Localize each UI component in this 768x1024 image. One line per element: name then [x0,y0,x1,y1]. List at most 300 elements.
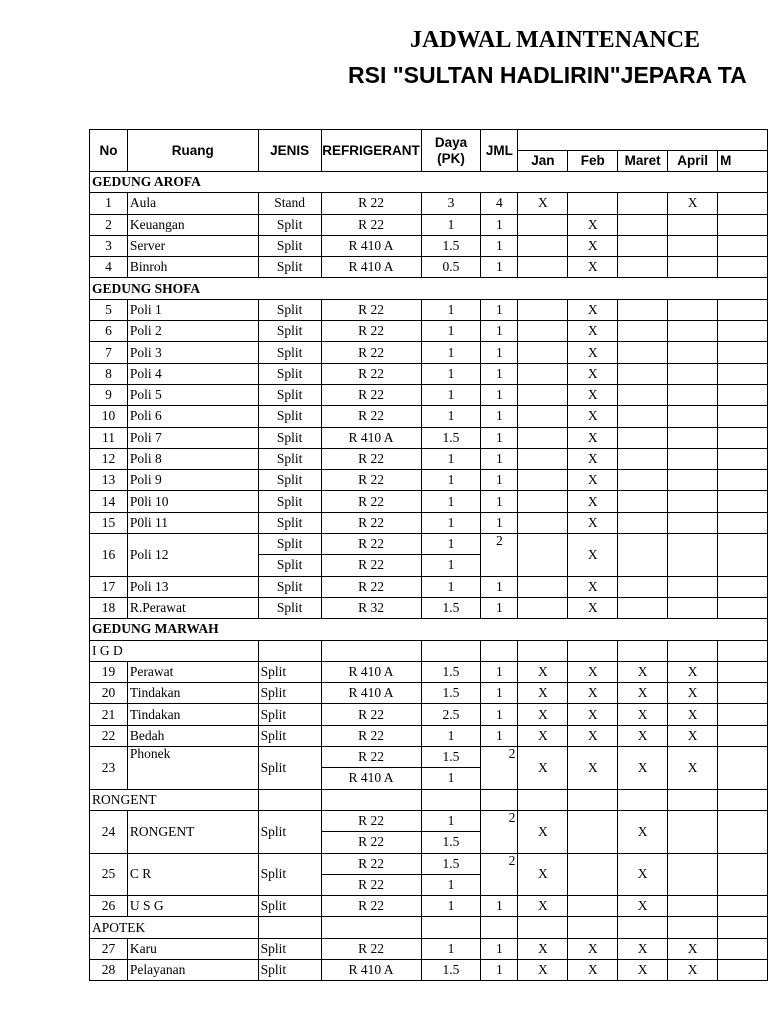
row-refrigerant-2: R 22 [321,832,421,853]
row-month-2 [618,235,668,256]
row-no: 10 [90,406,128,427]
row-month-4 [718,896,768,917]
row-jenis: Split [258,384,321,405]
row-no: 12 [90,448,128,469]
row-month-1: X [568,384,618,405]
row-month-3 [668,448,718,469]
row-month-2: X [618,853,668,896]
row-month-2 [618,534,668,577]
row-ruang: Phonek [127,747,258,790]
row-jenis: Split [258,661,321,682]
row-jml: 1 [481,959,518,980]
row-month-4 [718,384,768,405]
table-row [90,384,768,405]
row-month-3 [668,470,718,491]
empty-cell [321,789,421,810]
row-month-4 [718,321,768,342]
row-daya: 1.5 [421,959,481,980]
row-month-0 [518,257,568,278]
row-month-4 [718,214,768,235]
row-month-3: X [668,683,718,704]
row-month-2: X [618,938,668,959]
empty-cell [718,917,768,938]
section-label-marwah: GEDUNG MARWAH [90,619,768,640]
row-refrigerant: R 22 [321,193,421,214]
section-row-marwah [90,619,768,640]
table-row [90,661,768,682]
header-month-group [518,130,768,151]
row-jenis: Split [258,299,321,320]
row-month-3 [668,257,718,278]
row-jml: 4 [481,193,518,214]
row-month-2 [618,193,668,214]
row-jml: 1 [481,257,518,278]
row-jml: 1 [481,491,518,512]
page-subtitle: RSI "SULTAN HADLIRIN"JEPARA TA [348,62,747,88]
row-no: 18 [90,597,128,618]
maintenance-table [89,129,768,981]
row-month-4 [718,427,768,448]
row-jenis: Split [258,853,321,896]
section-row-arofa [90,172,768,193]
header-refrigerant: REFRIGERANT [321,130,421,172]
table-row [90,491,768,512]
row-refrigerant-2: R 22 [321,555,421,576]
row-daya: 1.5 [421,661,481,682]
row-refrigerant: R 22 [321,534,421,555]
row-month-4 [718,257,768,278]
row-jml: 1 [481,470,518,491]
row-jenis-2: Split [258,555,321,576]
empty-cell [258,917,321,938]
row-month-4 [718,470,768,491]
row-daya: 1 [421,214,481,235]
row-daya: 1.5 [421,597,481,618]
header-month-jan: Jan [518,151,568,172]
row-month-2 [618,597,668,618]
row-month-3: X [668,725,718,746]
row-daya: 1.5 [421,235,481,256]
row-month-0: X [518,747,568,790]
row-ruang: C R [127,853,258,896]
page-title: JADWAL MAINTENANCE [410,27,701,53]
row-jml: 1 [481,342,518,363]
row-month-4 [718,576,768,597]
row-no: 21 [90,704,128,725]
row-month-1 [568,896,618,917]
table-row [90,747,768,768]
row-ruang: Aula [127,193,258,214]
row-jenis: Split [258,512,321,533]
subsection-label-rongent: RONGENT [90,789,259,810]
row-month-1: X [568,321,618,342]
row-ruang: Tindakan [127,704,258,725]
row-ruang: Perawat [127,661,258,682]
row-month-2: X [618,704,668,725]
row-month-0 [518,363,568,384]
row-no: 27 [90,938,128,959]
empty-cell [718,789,768,810]
row-month-0 [518,534,568,577]
row-month-1: X [568,534,618,577]
table-row [90,534,768,555]
row-month-4 [718,704,768,725]
row-jml: 1 [481,704,518,725]
row-refrigerant: R 410 A [321,427,421,448]
row-month-1: X [568,959,618,980]
row-jml: 1 [481,896,518,917]
row-jenis: Split [258,470,321,491]
row-month-2 [618,342,668,363]
row-month-4 [718,363,768,384]
row-jml: 1 [481,235,518,256]
row-refrigerant-2: R 22 [321,874,421,895]
row-refrigerant: R 22 [321,406,421,427]
row-month-0: X [518,959,568,980]
row-no: 24 [90,810,128,853]
row-ruang: Poli 4 [127,363,258,384]
row-month-2: X [618,810,668,853]
row-no: 4 [90,257,128,278]
row-month-1 [568,810,618,853]
row-jenis: Split [258,342,321,363]
row-month-2 [618,363,668,384]
row-no: 19 [90,661,128,682]
row-month-1: X [568,448,618,469]
row-no: 2 [90,214,128,235]
row-month-0 [518,427,568,448]
row-month-1: X [568,725,618,746]
empty-cell [518,917,568,938]
row-month-1 [568,853,618,896]
empty-cell [421,917,481,938]
row-month-3 [668,363,718,384]
row-jenis: Split [258,427,321,448]
row-daya: 1 [421,576,481,597]
row-jml: 1 [481,448,518,469]
row-refrigerant: R 22 [321,747,421,768]
row-ruang: Poli 12 [127,534,258,577]
empty-cell [618,917,668,938]
row-month-1: X [568,299,618,320]
section-row-shofa [90,278,768,299]
row-month-3 [668,406,718,427]
table-row [90,214,768,235]
row-month-0 [518,342,568,363]
row-ruang: Tindakan [127,683,258,704]
row-month-1: X [568,747,618,790]
row-jml: 2 [481,810,518,853]
row-month-2 [618,257,668,278]
table-row [90,406,768,427]
row-month-1: X [568,342,618,363]
table-row [90,448,768,469]
row-month-4 [718,747,768,790]
row-month-1: X [568,491,618,512]
row-month-0: X [518,683,568,704]
row-month-1: X [568,235,618,256]
row-refrigerant: R 32 [321,597,421,618]
row-month-4 [718,448,768,469]
empty-cell [518,640,568,661]
row-ruang: Karu [127,938,258,959]
header-no: No [90,130,128,172]
row-month-3 [668,853,718,896]
row-jenis: Stand [258,193,321,214]
row-refrigerant: R 22 [321,470,421,491]
row-month-4 [718,406,768,427]
row-month-3 [668,491,718,512]
row-ruang: Poli 2 [127,321,258,342]
header-ruang: Ruang [127,130,258,172]
empty-cell [668,789,718,810]
row-no: 17 [90,576,128,597]
header-month-mei: M [718,151,768,172]
row-month-0 [518,384,568,405]
row-refrigerant: R 22 [321,363,421,384]
row-month-3: X [668,747,718,790]
subsection-row-rongent [90,789,768,810]
row-no: 28 [90,959,128,980]
header-jenis: JENIS [258,130,321,172]
row-daya: 1.5 [421,853,481,874]
row-month-2 [618,512,668,533]
table-row [90,853,768,874]
row-jml: 1 [481,576,518,597]
row-month-4 [718,853,768,896]
row-no: 14 [90,491,128,512]
row-month-3 [668,512,718,533]
row-month-4 [718,512,768,533]
row-jml: 1 [481,512,518,533]
row-refrigerant: R 22 [321,491,421,512]
row-month-0 [518,470,568,491]
row-month-0: X [518,896,568,917]
row-daya: 0.5 [421,257,481,278]
row-month-0 [518,299,568,320]
row-month-4 [718,597,768,618]
row-daya: 2.5 [421,704,481,725]
header-daya-unit: (PK) [437,150,465,166]
row-month-3: X [668,959,718,980]
row-month-3: X [668,704,718,725]
table-row [90,427,768,448]
row-jml: 1 [481,661,518,682]
empty-cell [668,917,718,938]
empty-cell [258,789,321,810]
row-month-3 [668,299,718,320]
row-month-2 [618,576,668,597]
section-label-shofa: GEDUNG SHOFA [90,278,768,299]
row-daya: 1 [421,321,481,342]
row-refrigerant: R 22 [321,853,421,874]
row-jenis: Split [258,597,321,618]
row-refrigerant: R 22 [321,896,421,917]
row-refrigerant: R 410 A [321,683,421,704]
empty-cell [568,640,618,661]
table-row [90,938,768,959]
row-month-4 [718,938,768,959]
row-month-3: X [668,661,718,682]
row-jenis: Split [258,747,321,790]
table-row [90,470,768,491]
empty-cell [568,789,618,810]
header-month-maret: Maret [618,151,668,172]
empty-cell [718,640,768,661]
row-daya: 1 [421,384,481,405]
row-month-0 [518,321,568,342]
row-month-0: X [518,725,568,746]
row-daya: 1.5 [421,427,481,448]
row-jml: 1 [481,597,518,618]
row-jenis: Split [258,683,321,704]
row-month-2 [618,299,668,320]
row-month-1: X [568,214,618,235]
row-daya: 1 [421,342,481,363]
row-month-3 [668,597,718,618]
row-month-0 [518,512,568,533]
empty-cell [481,917,518,938]
row-daya-2: 1 [421,555,481,576]
row-daya: 1 [421,491,481,512]
row-ruang: Poli 13 [127,576,258,597]
row-month-0 [518,214,568,235]
row-month-1: X [568,576,618,597]
row-month-2 [618,427,668,448]
row-month-4 [718,959,768,980]
table-row [90,896,768,917]
row-month-2: X [618,683,668,704]
row-daya: 1 [421,534,481,555]
row-ruang: P0li 10 [127,491,258,512]
row-month-1: X [568,470,618,491]
row-month-3 [668,235,718,256]
row-ruang: Poli 3 [127,342,258,363]
row-ruang: RONGENT [127,810,258,853]
row-jenis: Split [258,576,321,597]
row-month-2: X [618,725,668,746]
row-refrigerant: R 22 [321,299,421,320]
row-month-2 [618,321,668,342]
row-refrigerant: R 410 A [321,959,421,980]
row-ruang: Poli 8 [127,448,258,469]
row-month-1: X [568,257,618,278]
row-month-0: X [518,938,568,959]
empty-cell [618,789,668,810]
row-month-2 [618,406,668,427]
row-ruang: U S G [127,896,258,917]
row-jml: 2 [481,853,518,896]
empty-cell [618,640,668,661]
subsection-label-igd: I G D [90,640,259,661]
row-jenis: Split [258,491,321,512]
table-row [90,193,768,214]
row-month-3: X [668,938,718,959]
row-refrigerant: R 22 [321,321,421,342]
row-no: 26 [90,896,128,917]
row-month-0: X [518,661,568,682]
row-month-4 [718,661,768,682]
row-daya: 1.5 [421,747,481,768]
row-jenis: Split [258,959,321,980]
row-ruang: Poli 6 [127,406,258,427]
row-jenis: Split [258,406,321,427]
row-month-1: X [568,704,618,725]
row-no: 8 [90,363,128,384]
row-daya: 1 [421,938,481,959]
row-month-3 [668,810,718,853]
empty-cell [421,789,481,810]
subsection-label-apotek: APOTEK [90,917,259,938]
row-month-1: X [568,938,618,959]
row-month-3 [668,896,718,917]
empty-cell [568,917,618,938]
row-daya-2: 1.5 [421,832,481,853]
empty-cell [481,640,518,661]
table-row [90,299,768,320]
row-month-1: X [568,683,618,704]
row-ruang: Poli 5 [127,384,258,405]
row-month-2 [618,214,668,235]
row-month-3: X [668,193,718,214]
row-month-0: X [518,810,568,853]
table-row [90,810,768,831]
row-jml: 1 [481,214,518,235]
row-month-3 [668,384,718,405]
row-month-4 [718,534,768,577]
row-no: 20 [90,683,128,704]
row-ruang: Keuangan [127,214,258,235]
row-month-0 [518,235,568,256]
row-daya: 1 [421,896,481,917]
row-ruang: R.Perawat [127,597,258,618]
row-month-1: X [568,512,618,533]
row-jenis: Split [258,363,321,384]
row-jml: 1 [481,725,518,746]
row-ruang: Binroh [127,257,258,278]
row-no: 9 [90,384,128,405]
row-month-2 [618,491,668,512]
subsection-row-apotek [90,917,768,938]
empty-cell [321,917,421,938]
row-month-4 [718,491,768,512]
row-ruang: Poli 1 [127,299,258,320]
row-refrigerant: R 22 [321,810,421,831]
row-ruang: Bedah [127,725,258,746]
row-month-2: X [618,747,668,790]
table-row [90,725,768,746]
row-month-0: X [518,193,568,214]
row-daya-2: 1 [421,874,481,895]
row-no: 1 [90,193,128,214]
row-month-2: X [618,661,668,682]
table-row [90,257,768,278]
row-no: 7 [90,342,128,363]
row-month-2 [618,448,668,469]
row-daya-2: 1 [421,768,481,789]
empty-cell [321,640,421,661]
table-row [90,683,768,704]
subsection-row-igd [90,640,768,661]
row-month-3 [668,576,718,597]
header-row [90,130,768,151]
row-month-4 [718,299,768,320]
row-jenis: Split [258,534,321,555]
row-month-1: X [568,363,618,384]
row-month-1: X [568,597,618,618]
row-no: 5 [90,299,128,320]
row-jml: 1 [481,938,518,959]
